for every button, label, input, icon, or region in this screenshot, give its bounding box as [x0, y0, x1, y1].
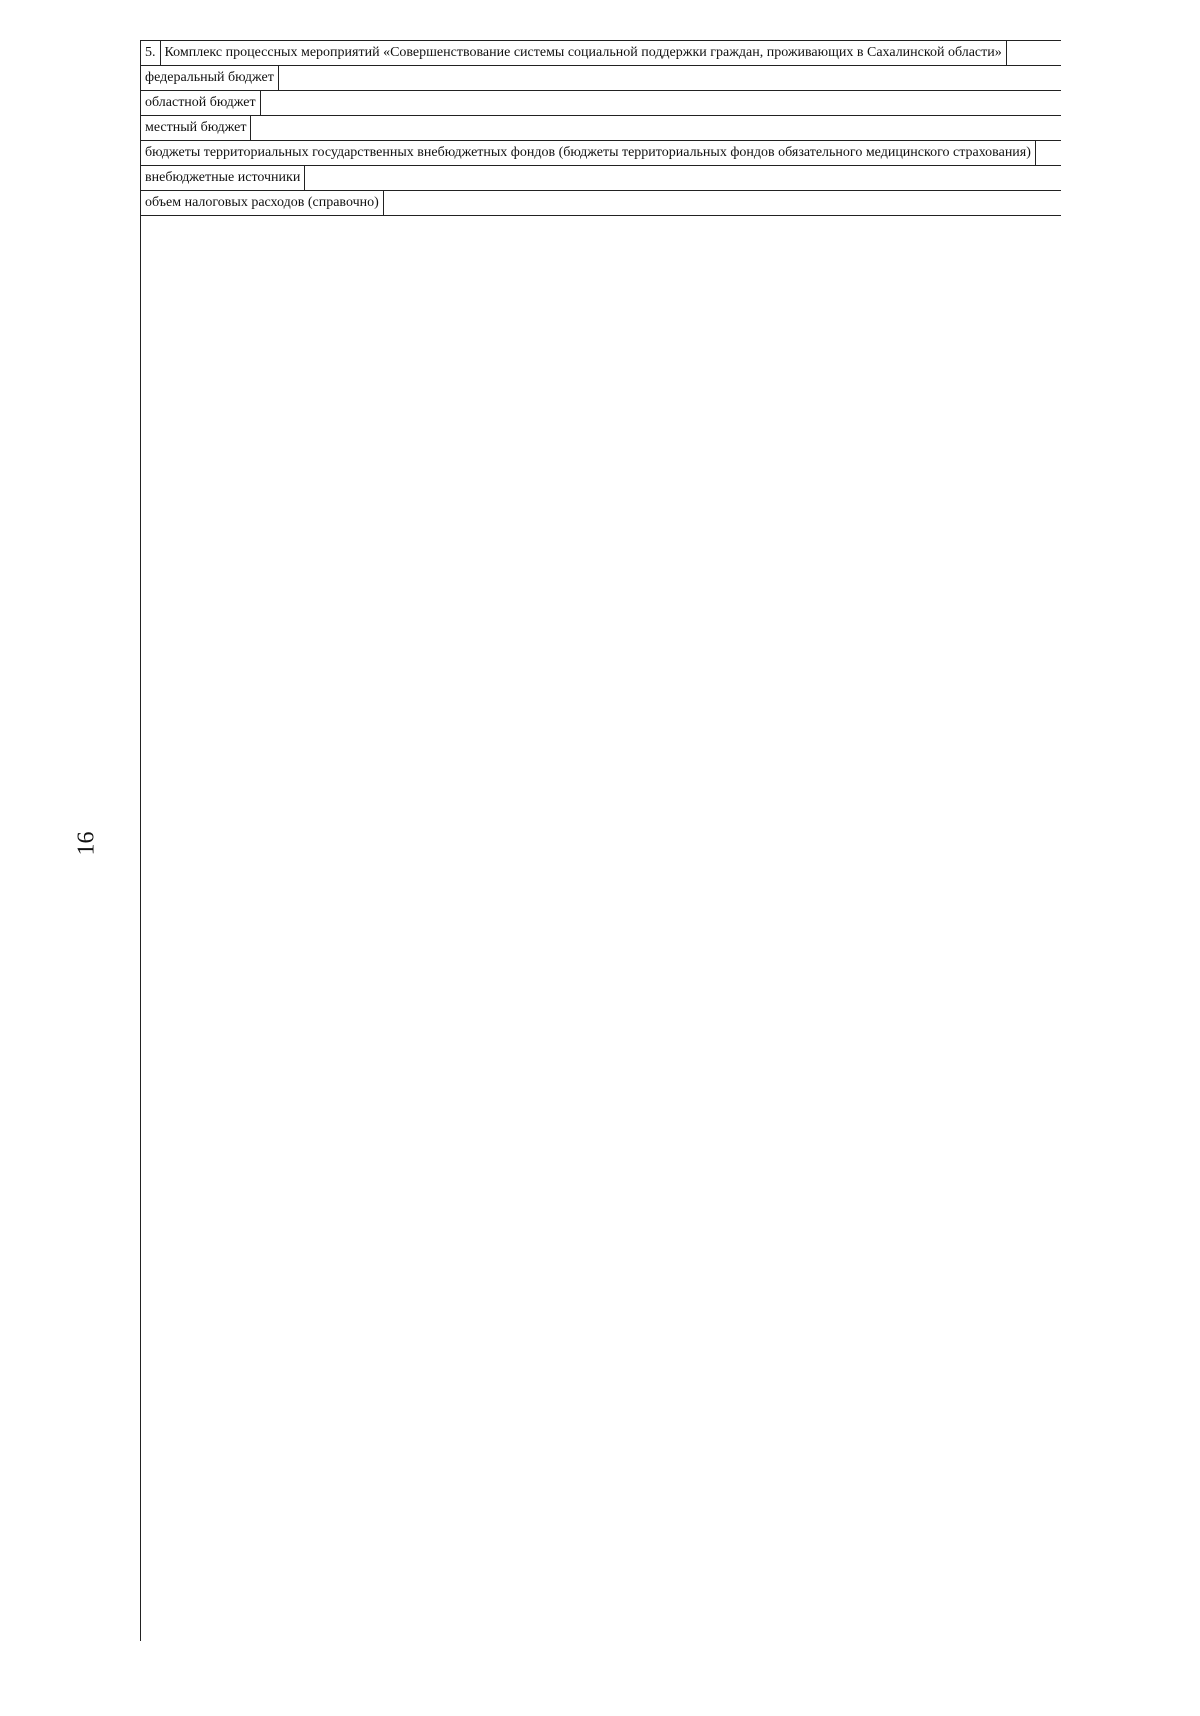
page-number: 16	[73, 831, 100, 856]
section-title: Комплекс процессных мероприятий «Совершенствование системы социальной поддержки граждан, проживающих в Сахалинской области»	[161, 41, 1007, 65]
section-number: 5.	[141, 41, 161, 65]
row-label: местный бюджет	[141, 116, 251, 140]
table-row	[141, 91, 1061, 116]
row-label: федеральный бюджет	[141, 66, 279, 90]
table-row	[141, 66, 1061, 91]
table-row	[141, 166, 1061, 191]
row-label: внебюджетные источники	[141, 166, 305, 190]
table-row	[141, 116, 1061, 141]
row-label: объем налоговых расходов (справочно)	[141, 191, 384, 215]
data-table	[140, 40, 1061, 1641]
row-label: областной бюджет	[141, 91, 261, 115]
table-row	[141, 191, 1061, 216]
section-row	[141, 41, 1061, 66]
table-row	[141, 141, 1061, 166]
row-label: бюджеты территориальных государственных внебюджетных фондов (бюджеты территориальных фондов обязательного медицинского страхования)	[141, 141, 1036, 165]
